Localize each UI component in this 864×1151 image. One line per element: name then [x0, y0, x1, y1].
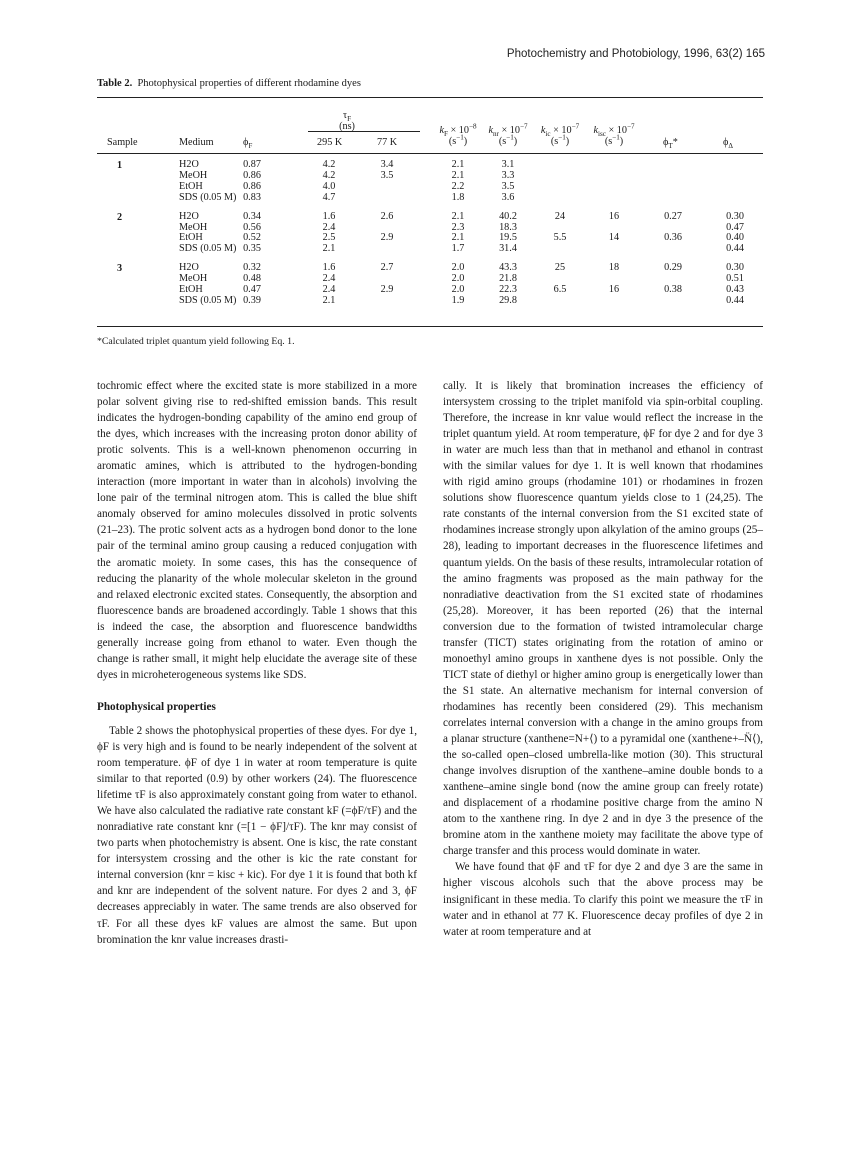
table-header-rule	[97, 153, 763, 154]
col-kF: $k_F \times 10^{-8}$ $(s^{-1})$	[439, 122, 477, 147]
table-cell: 2.1	[451, 232, 465, 244]
col-sample: Sample	[107, 137, 138, 148]
table-cell: 2.0	[451, 284, 465, 295]
table-cell: 4.0	[322, 180, 336, 192]
table-cell: 2.0	[451, 262, 465, 274]
table-cell: 0.44	[726, 243, 744, 255]
table-cell: 1.6	[322, 210, 336, 222]
table-cell: 0.30	[726, 210, 744, 222]
table-cell: 2.1	[322, 294, 336, 306]
table-cell: 3.6	[501, 191, 515, 203]
table-cell: 1.7	[451, 243, 465, 255]
table-footnote: *Calculated triplet quantum yield following Eq. 1.	[97, 336, 295, 347]
table-cell: 16	[608, 210, 620, 222]
table-cell: 0.29	[664, 262, 682, 274]
table-cell: 2.4	[322, 273, 336, 285]
table-cell: 0.39	[243, 294, 261, 306]
table-cell: 25	[554, 262, 566, 274]
table-cell: 2.6	[380, 210, 394, 222]
left-paragraph-2: Table 2 shows the photophysical properties of these dyes. For dye 1, ϕF is very high and is found to be nearly independent of the solvent at room temperature. ϕF of dye 1 in water at room temperature is quite similar to that reported (0.9) by other workers (24). The fluorescence lifetime τF is also approximately constant going from water to ethanol. We have also calculated the radiative rate constant kF (=ϕF/τF) and the nonradiative rate constant knr (=[1 − ϕF]/τF). The knr may consist of two parts when photochemistry is absent. One is kisc, the rate constant for intersystem crossing and the other is kic the rate constant for internal conversion (knr = kisc + kic). For dye 1 it is found that both kf and knr are independent of the solvent nature. For dyes 2 and 3, ϕF decreases appreciably in water. The same trends are also observed for τF. For all these dyes kF values are almost the same. But upon bromination the knr value increases drasti-	[97, 724, 417, 946]
table-cell: 4.7	[322, 191, 336, 203]
table-cell: 0.48	[243, 273, 261, 285]
table-cell: 4.2	[322, 159, 336, 170]
table-cell: MeOH	[179, 273, 208, 285]
table-cell: 16	[608, 284, 620, 295]
table-cell: 0.38	[664, 284, 682, 295]
table-cell: 1.6	[322, 262, 336, 274]
table-cell: 0.30	[726, 262, 744, 274]
table-cell: EtOH	[179, 180, 203, 192]
table-caption	[97, 78, 361, 89]
table-cell: 0.52	[243, 232, 261, 244]
left-column	[97, 378, 417, 948]
col-kic: $k_{ic} \times 10^{-7}$ $(s^{-1})$	[540, 122, 580, 147]
table-cell: 4.2	[322, 169, 336, 181]
sample-number: 1	[117, 160, 123, 171]
col-phiT: $\phi_T*$	[663, 137, 678, 151]
table-cell: 2.1	[451, 159, 465, 170]
table-cell: 3.4	[380, 159, 394, 170]
right-paragraph-1: cally. It is likely that bromination increases the efficiency of intersystem crossing to the triplet manifold via spin-orbital coupling. Therefore, the increase in knr value would reflect the increase in the triplet quantum yield. At room temperature, ϕF for dye 2 and for dye 3 in water are much less than that in methanol and ethanol in contrast with the similar values for dye 1. It is well known that rhodamines with rigid amino groups (rhodamine 101) or rhodamines in frozen solutions show fluorescence quantum yields close to 1 (24,25). The rate constants of the internal conversion from the S1 excited state of rhodamines increase strongly upon alkylation of the amino groups (25–28), leading to important decreases in the fluorescence lifetimes and quantum yields. On the basis of these results, intramolecular rotation of the amino fragments was proposed as the main pathway for the nonradiative deactivation from the S1 excited state of rhodamines (25,28). Moreover, it has been reported (26) that the internal conversion due to the formation of twisted intramolecular charge transfer (TICT) states originating from the rotation of amino or monoethyl amino groups in xanthene dyes is not possible. Only the TICT state of diethyl or higher amino group is energetically lower than the S1 state. An alternative mechanism for internal conversion of rhodamines has recently been considered (29). This mechanism correlates internal conversion with a change in the amino groups from a planar structure (xanthene=N+⟨) to a pyramidal one (xanthene+–N̈⟨), the so-called open–closed umbrella-like motion (30). This structural change involves disruption of the xanthene–amine double bonds to a xanthene–amine single bond (now the amine group can freely rotate) and displacement of a rhodamine positive charge from the amino N atom to the xanthene ring. In dye 2 and in dye 3 the presence of the bromine atom in the xanthene moiety may facilitate the above type of charge transfer and this process would dominate in water.	[443, 380, 764, 858]
table-cell: MeOH	[179, 221, 208, 233]
table-cell: 0.44	[726, 294, 744, 306]
table-cell: 0.32	[243, 262, 261, 274]
table-cell: 0.51	[726, 273, 744, 285]
col-phiD: $\phi_\Delta$	[723, 137, 733, 151]
table-cell: EtOH	[179, 284, 203, 295]
table-cell: 14	[608, 232, 620, 244]
table-cell: 0.87	[243, 159, 261, 170]
table-cell: 2.1	[451, 210, 465, 222]
col-295K: 295 K	[317, 137, 343, 148]
left-paragraph-1: tochromic effect where the excited state is more stabilized in a more polar solvent giving rise to red-shifted emission bands. This result indicates the hydrogen-bonding capability of the amino end group of the dyes, which increases with the increasing proton donor ability of protic solvents. This is a well-known phenomenon occurring in aromatic amines, which is attributed to the hydrogen-bonding interaction (more important in water than in alcohols) involving the lone pair of the terminal nitrogen atom. This is called the blue shift anomaly observed for amino molecules dissolved in protic solvents (21–23). The protic solvent acts as a hydrogen bond donor to the lone pair of the terminal amino group causing a reduced conjugation with the aromatic moiety. In some cases, this has the consequence of reducing the planarity of the whole molecular skeleton in the ground and relaxed electronic excited states. Consequently, the absorption and fluorescence bands are broadened accordingly. Table 1 shows that this is indeed the case, the absorption and fluorescence bandwidths generally increase going from ethanol to water. Even though the change is rather small, it might help elucidate the average site of these dyes in microheterogeneous systems like SDS.	[97, 380, 417, 681]
section-heading: Photophysical properties	[97, 700, 216, 713]
table-top-rule	[97, 97, 763, 98]
table-cell: H2O	[179, 159, 199, 170]
table-cell: 1.9	[451, 294, 465, 306]
table-cell: 2.4	[322, 221, 336, 233]
table-cell: MeOH	[179, 169, 208, 181]
table-cell: 18	[608, 262, 620, 274]
table-cell: 0.86	[243, 169, 261, 181]
table-cell: H2O	[179, 262, 199, 274]
table-cell: 2.2	[451, 180, 465, 192]
running-head: Photochemistry and Photobiology, 1996, 63(2) 165	[506, 48, 765, 60]
table-cell: 18.3	[499, 221, 517, 233]
table-cell: 2.1	[451, 169, 465, 181]
table-cell: 0.27	[664, 210, 682, 222]
right-column	[443, 378, 763, 940]
table-cell: EtOH	[179, 232, 203, 244]
table-cell: 43.3	[499, 262, 517, 274]
table-cell: 21.8	[499, 273, 517, 285]
table-cell: 40.2	[499, 210, 517, 222]
sample-number: 2	[117, 211, 123, 223]
table-cell: 3.5	[501, 180, 515, 192]
table-cell: H2O	[179, 210, 199, 222]
table-cell: 2.9	[380, 232, 394, 244]
table-cell: 2.5	[322, 232, 336, 244]
table-cell: 5.5	[553, 232, 567, 244]
sample-number: 3	[117, 263, 123, 275]
table-cell: 2.4	[322, 284, 336, 295]
table-cell: 0.35	[243, 243, 261, 255]
col-tauF: $\tau_F$ (ns)	[339, 110, 355, 132]
table-bottom-rule	[97, 326, 763, 327]
table-header	[97, 100, 763, 152]
col-kisc: $k_{isc} \times 10^{-7}$ $(s^{-1})$	[593, 122, 635, 147]
table-cell: SDS (0.05 M)	[179, 294, 237, 306]
table-cell: 2.3	[451, 221, 465, 233]
table-cell: 0.56	[243, 221, 261, 233]
table-cell: 0.47	[243, 284, 261, 295]
table-title: Photophysical properties of different rhodamine dyes	[137, 78, 361, 89]
col-medium: Medium	[179, 137, 214, 148]
table-cell: 2.7	[380, 262, 394, 274]
table-cell: 6.5	[553, 284, 567, 295]
table-cell: 3.1	[501, 159, 515, 170]
table-cell: 19.5	[499, 232, 517, 244]
col-knr: $k_{nr} \times 10^{-7}$ $(s^{-1})$	[488, 122, 528, 147]
table-cell: 29.8	[499, 294, 517, 306]
table-cell: 3.3	[501, 169, 515, 181]
table-cell: 3.5	[380, 169, 394, 181]
table-cell: 0.34	[243, 210, 261, 222]
table-cell: 0.47	[726, 221, 744, 233]
table-cell: 31.4	[499, 243, 517, 255]
right-paragraph-2: We have found that ϕF and τF for dye 2 and dye 3 are the same in higher viscous alcohols such that the above process may be insignificant in these media. To clarify this point we measure the τF in water and in ethanol at 77 K. Fluorescence decay profiles of dye 2 in water at room temperature and at	[443, 861, 763, 938]
table-cell: 0.43	[726, 284, 744, 295]
col-phiF: $\phi_F$	[243, 137, 253, 151]
table-cell: 2.1	[322, 243, 336, 255]
table-cell: 0.40	[726, 232, 744, 244]
table-label: Table 2.	[97, 78, 133, 89]
table-cell: SDS (0.05 M)	[179, 191, 237, 203]
table-cell: 22.3	[499, 284, 517, 295]
table-cell: 0.83	[243, 191, 261, 203]
table-cell: 2.9	[380, 284, 394, 295]
col-77K: 77 K	[377, 137, 398, 148]
table-cell: 0.86	[243, 180, 261, 192]
table-cell: 1.8	[451, 191, 465, 203]
table-cell: 0.36	[664, 232, 682, 244]
table-cell: 24	[554, 210, 566, 222]
table-cell: SDS (0.05 M)	[179, 243, 237, 255]
table-cell: 2.0	[451, 273, 465, 285]
